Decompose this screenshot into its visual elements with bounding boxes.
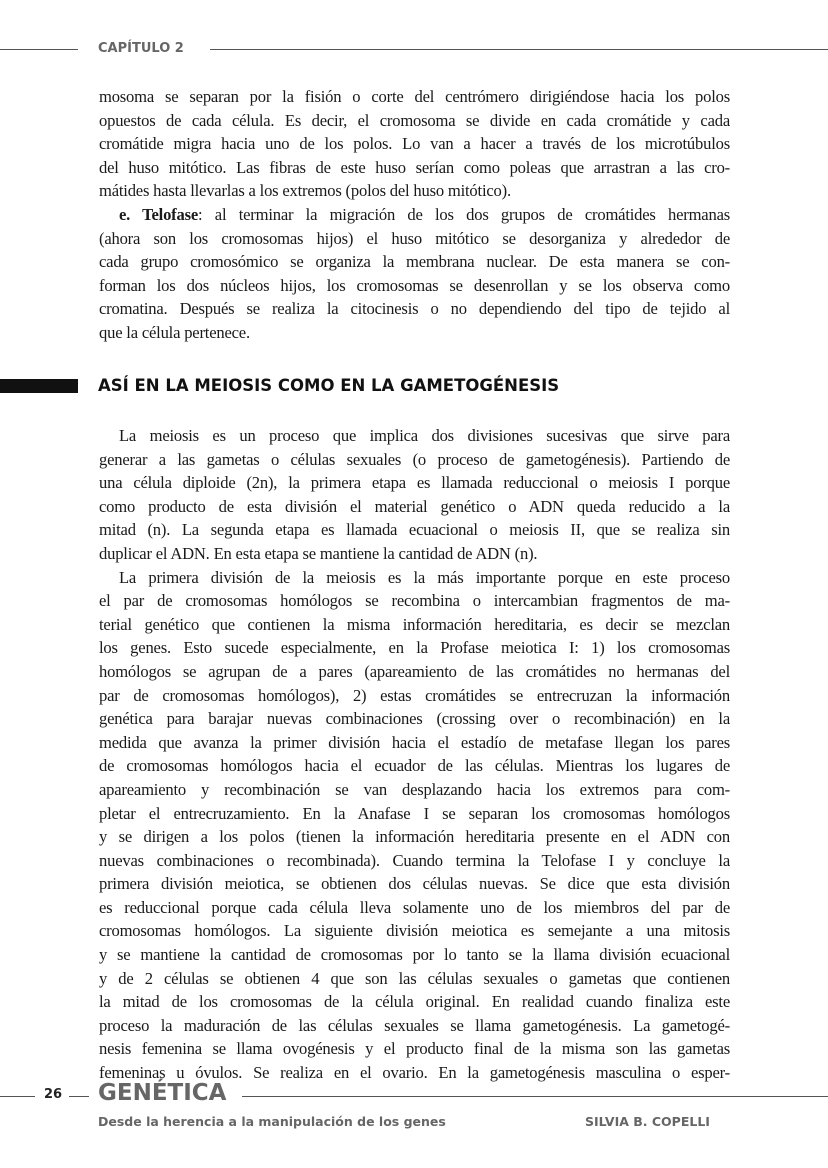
text-line: generar a las gametas o células sexuales (o proceso de gametogénesis). Partiendo de (99, 449, 730, 469)
author-name: SILVIA B. COPELLI (585, 1114, 710, 1129)
text-line: (ahora son los cromosomas hijos) el huso mitótico se desorganiza y alrededor de (99, 228, 730, 248)
text-line: cromatina. Después se realiza la citocinesis o no dependiendo del tipo de tejido al (99, 299, 730, 319)
text-line: terial genético que contienen la misma información hereditaria, es decir se mezclan (99, 614, 730, 634)
text-line: La meiosis es un proceso que implica dos divisiones sucesivas que sirve para (119, 426, 730, 445)
text-line: nuevas combinaciones o recombinada). Cuando termina la Telofase I y concluye la (99, 850, 730, 870)
text-line: forman los dos núcleos hijos, los cromosomas se desenrollan y se los observa como (99, 275, 730, 295)
header-rule-right (210, 49, 828, 50)
text-line: como producto de esta división el material genético o ADN queda reducido a la (99, 496, 730, 516)
text-line (99, 203, 730, 227)
text-line: una célula diploide (2n), la primera etapa es llamada reduccional o meiosis I porque (99, 473, 730, 493)
text-line: el par de cromosomas homólogos se recombina o intercambian fragmentos de ma- (99, 591, 730, 611)
text-line: es reduccional porque cada célula lleva solamente uno de los miembros del par de (99, 897, 730, 917)
section-telofase (99, 85, 730, 345)
text-line: pletar el entrecruzamiento. En la Anafase I se separan los cromosomas homólogos (99, 803, 730, 823)
text-line: del huso mitótico. Las fibras de este huso serían como poleas que arrastran a las cro- (99, 157, 730, 177)
text-line: los genes. Esto sucede especialmente, en la Profase meiotica I: 1) los cromosomas (99, 638, 730, 658)
text-line: femeninas u óvulos. Se realiza en el ovario. En la gametogénesis masculina o esper- (99, 1063, 730, 1083)
text-span: : al terminar la migración de los dos grupos de cromátides hermanas (198, 204, 730, 224)
text-line: proceso la maduración de las células sexuales se llama gametogénesis. La gametogé- (99, 1015, 730, 1035)
footer-rule-right (242, 1096, 828, 1097)
text-line: y se mantiene la cantidad de cromosomas por lo tanto se la llama división ecuacional (99, 945, 730, 965)
text-line: cromátide migra hacia uno de los polos. Lo van a hacer a través de los microtúbulos (99, 134, 730, 154)
text-line: mosoma se separan por la fisión o corte del centrómero dirigiéndose hacia los polos (99, 87, 730, 106)
text-line: primera división meiotica, se obtienen dos células nuevas. Se dice que esta división (99, 874, 730, 894)
text-line: apareamiento y recombinación se van desplazando hacia los extremos para com- (99, 779, 730, 799)
text-line: y de 2 células se obtienen 4 que son las células sexuales o gametas que contienen (99, 968, 730, 988)
text-line: homólogos se agrupan de a pares (apareamiento de las cromátides no hermanas del (99, 661, 730, 681)
footer-dash (69, 1096, 89, 1097)
text-line: cromosomas homólogos. La siguiente división meiotica es semejante a una mitosis (99, 921, 730, 941)
heading-bar (0, 379, 78, 393)
book-title: GENÉTICA (98, 1080, 227, 1106)
text-line: medida que avanza la primer división hacia el estadío de metafase llegan los pares (99, 732, 730, 752)
text-line: la mitad de los cromosomas de la célula original. En realidad cuando finaliza este (99, 992, 730, 1012)
text-line: que la célula pertenece. (99, 322, 250, 342)
text-line: cada grupo cromosómico se organiza la membrana nuclear. De esta manera se con- (99, 252, 730, 272)
text-line: mátides hasta llevarlas a los extremos (polos del huso mitótico). (99, 181, 511, 201)
text-line: par de cromosomas homólogos), 2) estas cromátides se entrecruzan la información (99, 685, 730, 705)
footer-rule-left (0, 1096, 35, 1097)
paragraph-meiosis (99, 424, 730, 1085)
text-line: nesis femenina se llama ovogénesis y el producto final de la misma son las gametas (99, 1039, 730, 1059)
text-line: y se dirigen a los polos (tienen la información hereditaria presente en el ADN con (99, 827, 730, 847)
page-number: 26 (44, 1087, 63, 1102)
header-rule-left (0, 49, 78, 50)
book-subtitle: Desde la herencia a la manipulación de los genes (98, 1114, 446, 1129)
telofase-label: e. Telofase (119, 204, 199, 224)
text-line: opuestos de cada célula. Es decir, el cromosoma se divide en cada cromátide y cada (99, 110, 730, 130)
chapter-label: CAPÍTULO 2 (98, 41, 184, 56)
text-line: genética para barajar nuevas combinaciones (crossing over o recombinación) en la (99, 709, 730, 729)
text-line: duplicar el ADN. En esta etapa se mantiene la cantidad de ADN (n). (99, 543, 538, 563)
text-line: de cromosomas homólogos hacia el ecuador de las células. Mientras los lugares de (99, 756, 730, 776)
text-line: La primera división de la meiosis es la más importante porque en este proceso (119, 567, 730, 587)
section-heading: ASÍ EN LA MEIOSIS COMO EN LA GAMETOGÉNESIS (98, 376, 560, 395)
text-line: mitad (n). La segunda etapa es llamada ecuacional o meiosis II, que se realiza sin (99, 520, 730, 540)
